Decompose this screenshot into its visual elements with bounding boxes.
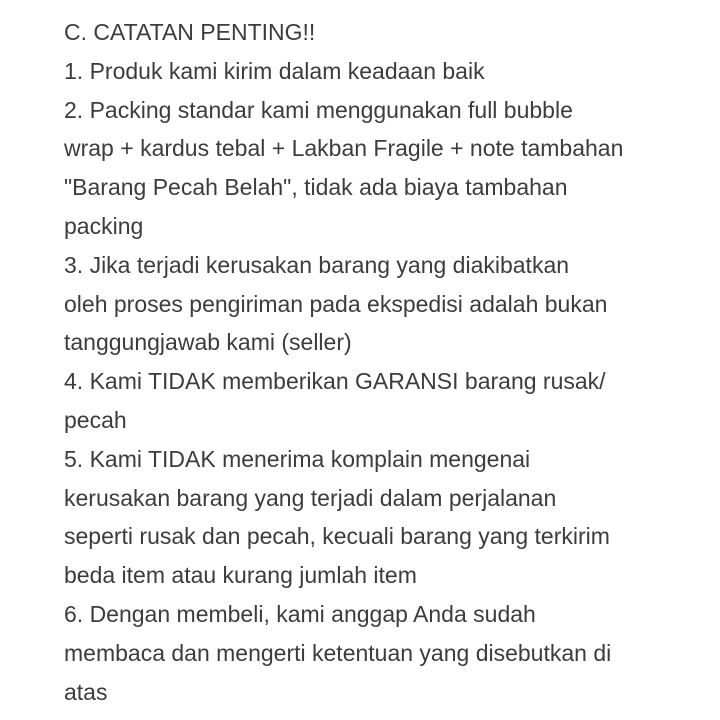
note-line: 1. Produk kami kirim dalam keadaan baik	[64, 57, 485, 84]
note-line: atas	[64, 678, 108, 705]
section-heading: C. CATATAN PENTING!!	[64, 19, 316, 45]
note-line: packing	[64, 212, 144, 239]
note-line: tanggungjawab kami (seller)	[64, 329, 352, 356]
note-line: kerusakan barang yang terjadi dalam perjalanan	[64, 484, 557, 511]
notes-text-block	[64, 13, 704, 711]
note-line: 4. Kami TIDAK memberikan GARANSI barang rusak/	[64, 368, 606, 395]
note-line: membaca dan mengerti ketentuan yang disebutkan di	[64, 639, 612, 666]
note-line: 2. Packing standar kami menggunakan full bubble	[64, 96, 573, 123]
note-line: oleh proses pengiriman pada ekspedisi adalah bukan	[64, 290, 608, 317]
note-line: wrap + kardus tebal + Lakban Fragile + note tambahan	[64, 135, 624, 162]
note-line: beda item atau kurang jumlah item	[64, 562, 417, 589]
note-line: 5. Kami TIDAK menerima komplain mengenai	[64, 445, 531, 472]
note-line: pecah	[64, 406, 127, 433]
note-line: 6. Dengan membeli, kami anggap Anda sudah	[64, 600, 536, 627]
note-line: seperti rusak dan pecah, kecuali barang yang terkirim	[64, 523, 610, 550]
note-line: 3. Jika terjadi kerusakan barang yang diakibatkan	[64, 251, 570, 278]
note-line: "Barang Pecah Belah", tidak ada biaya tambahan	[64, 174, 568, 201]
